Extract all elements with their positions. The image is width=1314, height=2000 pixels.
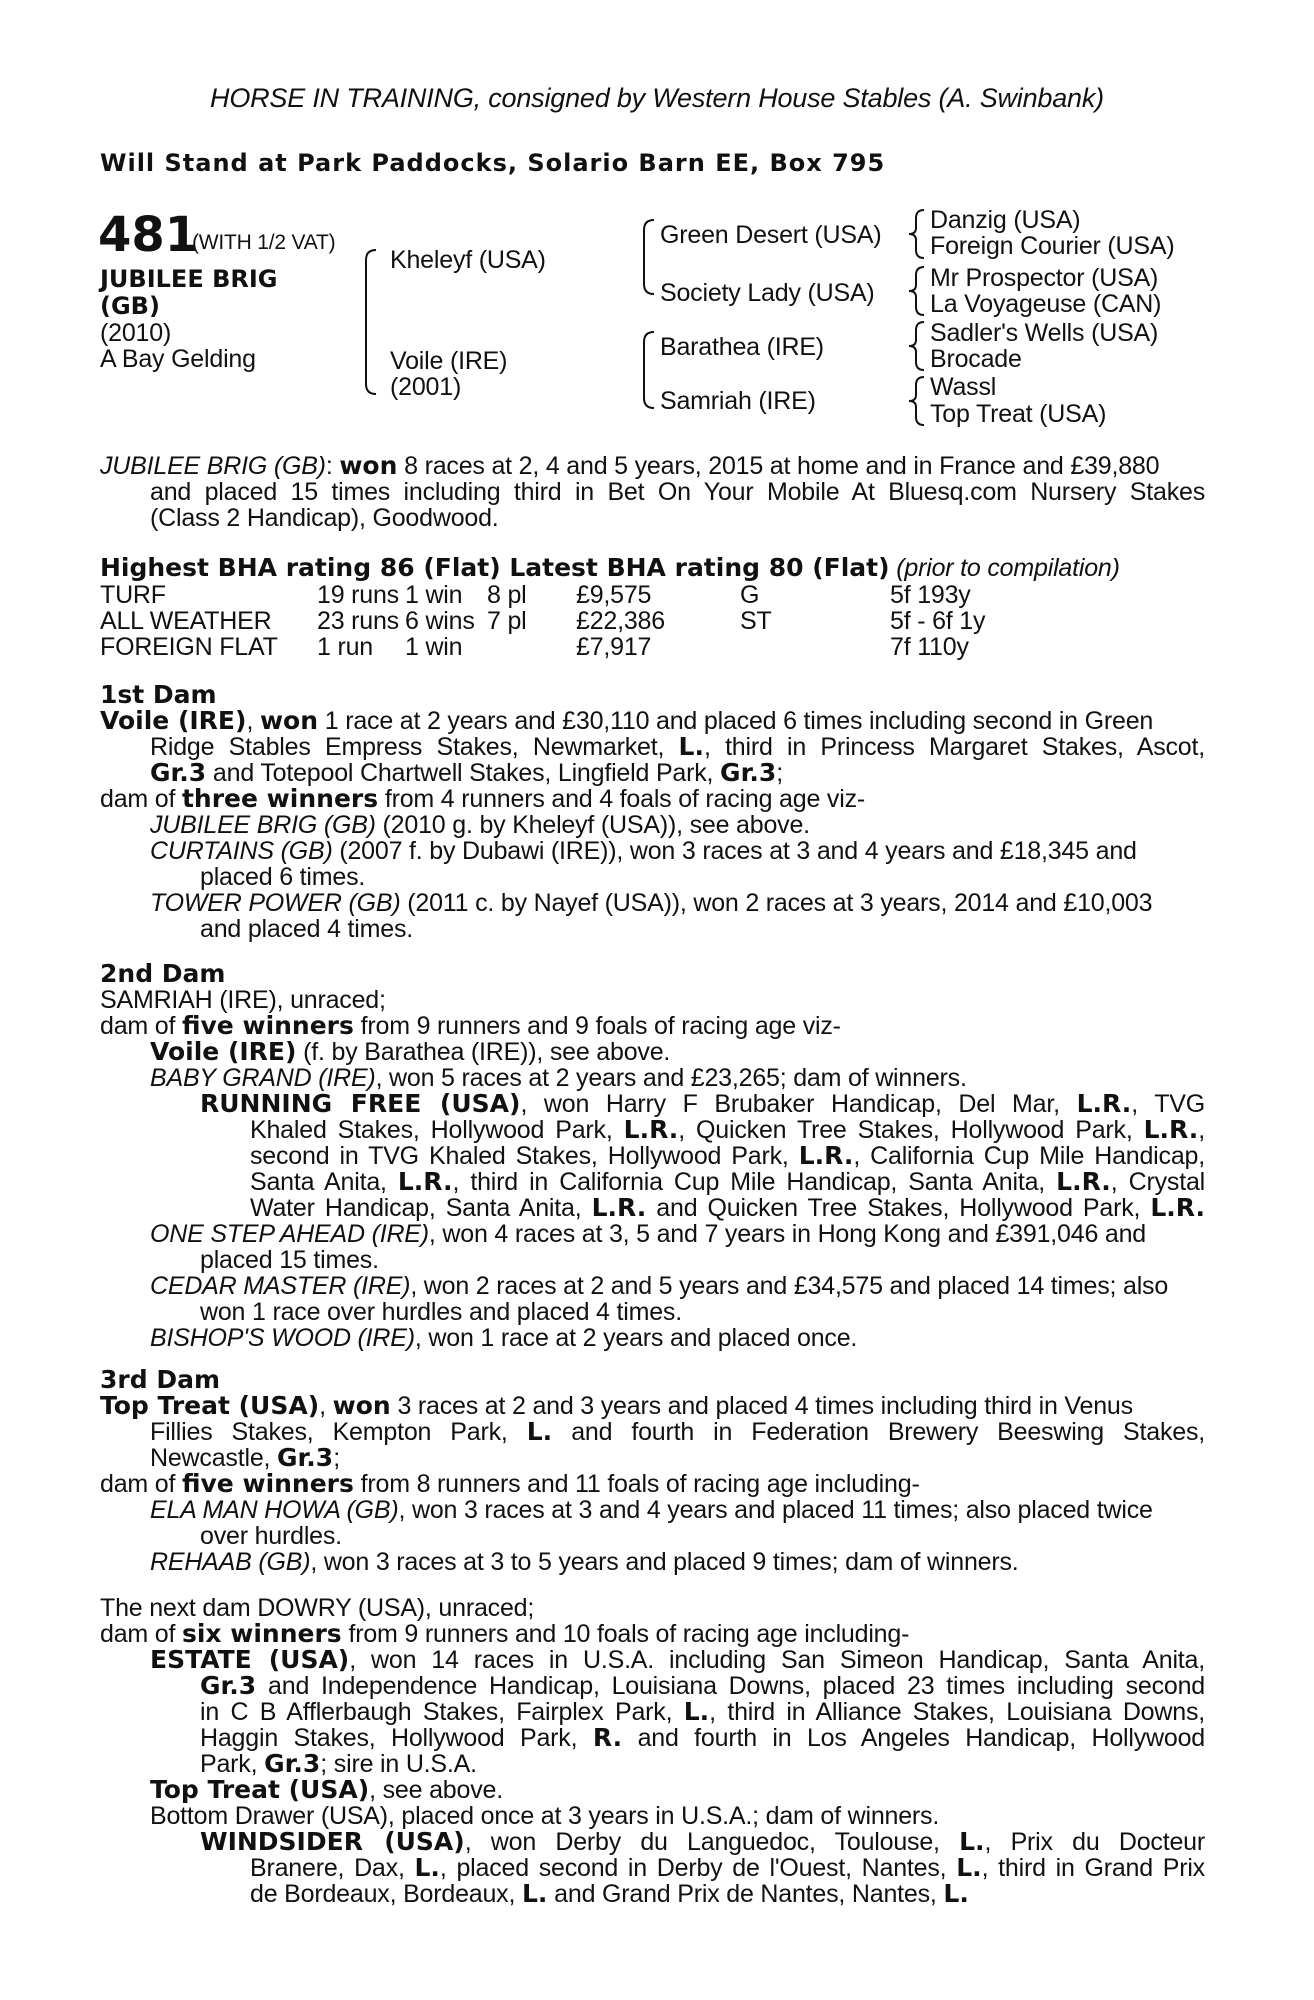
progeny-detail: , Quicken Tree Stakes, Hollywood Park, (678, 1116, 1144, 1144)
stat-wins: 1 win (405, 633, 463, 661)
dam-of-label: dam of (100, 1470, 182, 1498)
dam3-line2b: and fourth in Federation Brewery Beeswing Stakes, (552, 1418, 1205, 1446)
semicolon: ; (333, 1444, 340, 1472)
winners-count: five winners (181, 1011, 354, 1040)
progeny-detail-cont: placed 15 times. (200, 1246, 379, 1274)
stat-money: £7,917 (576, 633, 652, 661)
summary-horse-name: JUBILEE BRIG (GB) (100, 452, 326, 480)
horse-description: A Bay Gelding (100, 345, 256, 373)
sire-dam-bracket (362, 248, 378, 396)
listed-mark: L. (526, 1417, 553, 1446)
race-record-table (100, 582, 1000, 660)
progeny-name: CEDAR MASTER (IRE) (150, 1272, 411, 1300)
rating-note: (prior to compilation) (896, 554, 1120, 582)
stat-distance: 7f 110y (890, 633, 969, 661)
listed-mark: L. (521, 1879, 548, 1908)
listed-mark: L. (959, 1827, 985, 1856)
stat-distance: 5f 193y (890, 581, 971, 609)
progeny-detail: , third in Alliance Stakes, Louisiana Downs, (709, 1698, 1205, 1726)
pedigree-dam-dam: Samriah (IRE) (660, 387, 816, 415)
progeny-detail: , won 4 races at 3, 5 and 7 years in Hong Kong and £391,046 and (428, 1220, 1147, 1248)
pedigree-g6: Brocade (930, 345, 1022, 373)
group-mark: Gr.3 (277, 1443, 334, 1472)
progeny-detail: , won 1 race at 2 years and placed once. (414, 1324, 858, 1352)
progeny-detail: in C B Afflerbaugh Stakes, Fairplex Park, (200, 1698, 684, 1726)
table-row (100, 608, 1000, 634)
stat-cat: ALL WEATHER (100, 607, 272, 635)
pedigree-g3: Mr Prospector (USA) (930, 264, 1159, 292)
second-dam-section (100, 961, 1205, 1351)
listed-mark: L. (414, 1853, 440, 1882)
progeny-detail: (f. by Barathea (IRE)), see above. (296, 1038, 671, 1066)
dam-of-rest: from 9 runners and 10 foals of racing age including- (341, 1620, 910, 1648)
vat-note: (WITH 1/2 VAT) (192, 231, 336, 254)
listed-mark: L.R. (1150, 1193, 1205, 1222)
progeny-detail-cont: won 1 race over hurdles and placed 4 times. (200, 1298, 682, 1326)
listed-mark: L. (943, 1879, 969, 1908)
progeny-detail: , TVG (1131, 1090, 1205, 1118)
summary-line3: (Class 2 Handicap), Goodwood. (150, 504, 499, 532)
stat-money: £9,575 (576, 581, 652, 609)
semicolon: ; (776, 759, 783, 787)
dam1-line3: and Totepool Chartwell Stakes, Lingfield Park, (206, 759, 721, 787)
bracket-green-desert (906, 208, 926, 260)
stat-going: G (740, 581, 760, 609)
summary-line1: 8 races at 2, 4 and 5 years, 2015 at home and in France and £39,880 (397, 452, 1160, 480)
bracket-barathea (906, 320, 926, 372)
dam-parents-bracket (640, 330, 656, 410)
section-heading: 3rd Dam (100, 1365, 220, 1394)
progeny-detail: Water Handicap, Santa Anita, (250, 1194, 592, 1222)
dam-name: Voile (IRE) (100, 706, 247, 735)
dam-name: Top Treat (USA) (100, 1391, 320, 1420)
progeny-detail-cont: placed 6 times. (200, 863, 366, 891)
progeny-detail: Park, (200, 1750, 265, 1778)
next-dam-section (100, 1595, 1205, 1907)
third-dam-section: 3rd Dam Top Treat (USA), won 3 races at 2 and 3 years and placed 4 times including third in Venus Fillies Stakes, Kempton Park, L. and fourth in Federation Brewery Beeswing Stakes, Newcastle, Gr.3; dam of five winners from 8 runners and 11 foals of racing age including- ELA MAN HOWA (GB), won 3 races at 3 and 4 years and placed 11 times; also placed twice over hurdles. REHAAB (GB), won 3 races at 3 to 5 years and placed 9 times; dam of winners. (100, 1365, 1205, 1576)
dam-of-rest: from 4 runners and 4 foals of racing age viz- (378, 785, 865, 813)
group-mark: Gr.3 (150, 758, 207, 787)
progeny-name: WINDSIDER (USA) (200, 1827, 465, 1856)
stand-location: Will Stand at Park Paddocks, Solario Barn EE, Box 795 (100, 149, 886, 177)
page-title: HORSE IN TRAINING, consigned by Western House Stables (A. Swinbank) (210, 83, 1104, 113)
bracket-society-lady (906, 265, 926, 317)
progeny-detail: Branere, Dax, (250, 1854, 415, 1882)
progeny-detail: , third in California Cup Mile Handicap, Santa Anita, (452, 1168, 1057, 1196)
stat-money: £22,386 (576, 607, 665, 635)
progeny-detail: and fourth in Los Angeles Handicap, Hollywood (622, 1724, 1205, 1752)
table-row (100, 582, 1000, 608)
progeny-detail: , won Harry F Brubaker Handicap, Del Mar, (520, 1090, 1077, 1118)
lot-number: 481 (98, 207, 199, 263)
stat-cat: FOREIGN FLAT (100, 633, 278, 661)
winners-count: five winners (181, 1469, 354, 1498)
progeny-detail: , California Cup Mile Handicap, (853, 1142, 1205, 1170)
dam-of-label: dam of (100, 1012, 182, 1040)
stat-going: ST (740, 607, 772, 635)
progeny-name: Top Treat (USA) (150, 1775, 370, 1804)
listed-mark: L. (956, 1853, 982, 1882)
progeny-name: Voile (IRE) (150, 1037, 297, 1066)
progeny-detail: , third in Grand Prix (981, 1854, 1205, 1882)
dam1-line2a: Ridge Stables Empress Stakes, Newmarket, (150, 733, 679, 761)
dam3-line1: 3 races at 2 and 3 years and placed 4 times including third in Venus (390, 1392, 1133, 1420)
progeny-detail: ; sire in U.S.A. (320, 1750, 477, 1778)
progeny-detail: (2010 g. by Kheleyf (USA)), see above. (375, 811, 810, 839)
stat-runs: 23 runs (317, 607, 399, 635)
progeny-detail: , won 3 races at 3 and 4 years and placed 11 times; also placed twice (398, 1496, 1153, 1524)
stat-wins: 1 win (405, 581, 463, 609)
section-heading: 2nd Dam (100, 959, 226, 988)
group-mark: Gr.3 (264, 1749, 321, 1778)
pedigree-g1: Danzig (USA) (930, 206, 1081, 234)
rating-line (100, 555, 1120, 581)
stat-placed: 7 pl (487, 607, 527, 635)
progeny-name: ONE STEP AHEAD (IRE) (150, 1220, 429, 1248)
winners-count: six winners (181, 1619, 342, 1648)
dam3-line2a: Fillies Stakes, Kempton Park, (150, 1418, 527, 1446)
dam-of-rest: from 8 runners and 11 foals of racing age including- (353, 1470, 920, 1498)
progeny-detail: , (1198, 1116, 1205, 1144)
pedigree-g5: Sadler's Wells (USA) (930, 319, 1159, 347)
progeny-detail: , won 3 races at 3 to 5 years and placed 9 times; dam of winners. (310, 1548, 1019, 1576)
progeny-detail: Santa Anita, (250, 1168, 398, 1196)
first-dam-section: 1st Dam Voile (IRE), won 1 race at 2 years and £30,110 and placed 6 times including second in Green Ridge Stables Empress Stakes, Newmarket, L., third in Princess Margaret Stakes, Ascot, Gr.3 and Totepool Chartwell Stakes, Lingfield Park, Gr.3; dam of three winners from 4 runners and 4 foals of racing age viz- JUBILEE BRIG (GB) (2010 g. by Kheleyf (USA)), see above. CURTAINS (GB) (2007 f. by Dubawi (IRE)), won 3 races at 3 and 4 years and £18,345 and placed 6 times. TOWER POWER (GB) (2011 c. by Nayef (USA)), won 2 races at 3 years, 2014 and £10,003 and placed 4 times. (100, 680, 1205, 943)
progeny-name: JUBILEE BRIG (GB) (150, 811, 376, 839)
progeny-name: RUNNING FREE (USA) (200, 1089, 521, 1118)
dam-of-rest: from 9 runners and 9 foals of racing age viz- (353, 1012, 841, 1040)
progeny-detail: , Prix du Docteur (984, 1828, 1205, 1856)
listed-mark: L.R. (397, 1167, 453, 1196)
summary-line2: and placed 15 times including third in Bet On Your Mobile At Bluesq.com Nursery Stakes (150, 478, 1205, 506)
dam3-line3: Newcastle, (150, 1444, 278, 1472)
stat-placed: 8 pl (487, 581, 527, 609)
progeny-detail-cont: and placed 4 times. (200, 915, 413, 943)
progeny-detail: , won Derby du Languedoc, Toulouse, (464, 1828, 960, 1856)
progeny-detail: , won 5 races at 2 years and £23,265; dam of winners. (375, 1064, 967, 1092)
listed-mark: L.R. (1076, 1089, 1132, 1118)
group-mark: Gr.3 (200, 1671, 257, 1700)
dam2-line1: SAMRIAH (IRE), unraced; (100, 986, 386, 1014)
bracket-samriah (906, 375, 926, 427)
progeny-detail: second in TVG Khaled Stakes, Hollywood Park, (250, 1142, 799, 1170)
pedigree-dam-sire: Barathea (IRE) (660, 333, 824, 361)
progeny-detail-cont: over hurdles. (200, 1522, 342, 1550)
race-summary (100, 453, 1205, 531)
progeny-detail: Khaled Stakes, Hollywood Park, (250, 1116, 624, 1144)
stat-distance: 5f - 6f 1y (890, 607, 986, 635)
progeny-name: ESTATE (USA) (150, 1645, 350, 1674)
winners-count: three winners (181, 784, 379, 813)
pedigree-dam: Voile (IRE) (390, 347, 508, 375)
progeny-name: ELA MAN HOWA (GB) (150, 1496, 399, 1524)
next-dam-line1: The next dam DOWRY (USA), unraced; (100, 1594, 535, 1622)
listed-mark: L.R. (798, 1141, 854, 1170)
pedigree-sire-dam: Society Lady (USA) (660, 279, 875, 307)
restricted-mark: R. (592, 1723, 623, 1752)
progeny-detail: and Grand Prix de Nantes, Nantes, (547, 1880, 944, 1908)
pedigree-g4: La Voyageuse (CAN) (930, 290, 1162, 318)
dam-of-label: dam of (100, 1620, 182, 1648)
table-row (100, 634, 1000, 660)
dam1-line2b: , third in Princess Margaret Stakes, Ascot, (703, 733, 1205, 761)
pedigree-g8: Top Treat (USA) (930, 400, 1107, 428)
progeny-name: TOWER POWER (GB) (150, 889, 401, 917)
stat-wins: 6 wins (405, 607, 475, 635)
progeny-detail: (2007 f. by Dubawi (IRE)), won 3 races at 3 and 4 years and £18,345 and (332, 837, 1137, 865)
pedigree-sire: Kheleyf (USA) (390, 246, 546, 274)
listed-mark: L.R. (591, 1193, 647, 1222)
progeny-detail: , placed second in Derby de l'Ouest, Nantes, (439, 1854, 957, 1882)
progeny-line: Bottom Drawer (USA), placed once at 3 years in U.S.A.; dam of winners. (150, 1802, 940, 1830)
won-label: won (332, 1391, 391, 1420)
listed-mark: L. (683, 1697, 710, 1726)
summary-colon: : (325, 452, 333, 480)
summary-won: won (339, 451, 398, 480)
pedigree-g2: Foreign Courier (USA) (930, 232, 1175, 260)
dam1-line1: 1 race at 2 years and £30,110 and placed 6 times including second in Green (318, 707, 1154, 735)
progeny-detail: de Bordeaux, Bordeaux, (250, 1880, 522, 1908)
horse-name: JUBILEE BRIG (100, 265, 278, 293)
progeny-detail: , won 14 races in U.S.A. including San Simeon Handicap, Santa Anita, (349, 1646, 1205, 1674)
progeny-detail: , won 2 races at 2 and 5 years and £34,575 and placed 14 times; also (410, 1272, 1169, 1300)
dam-of-label: dam of (100, 785, 182, 813)
sire-parents-bracket (640, 218, 656, 296)
rating-values: Highest BHA rating 86 (Flat) Latest BHA rating 80 (Flat) (100, 553, 890, 582)
progeny-name: BABY GRAND (IRE) (150, 1064, 376, 1092)
progeny-detail: and Quicken Tree Stakes, Hollywood Park, (646, 1194, 1151, 1222)
progeny-detail: and Independence Handicap, Louisiana Downs, placed 23 times including second (256, 1672, 1205, 1700)
group-mark: Gr.3 (720, 758, 777, 787)
progeny-name: CURTAINS (GB) (150, 837, 333, 865)
stat-runs: 1 run (317, 633, 373, 661)
listed-mark: L.R. (623, 1115, 679, 1144)
section-heading: 1st Dam (100, 680, 217, 709)
stat-cat: TURF (100, 581, 166, 609)
progeny-detail: , Crystal (1110, 1168, 1206, 1196)
listed-mark: L.R. (1143, 1115, 1199, 1144)
won-label: won (259, 706, 319, 735)
progeny-name: BISHOP'S WOOD (IRE) (150, 1324, 415, 1352)
stat-runs: 19 runs (317, 581, 399, 609)
progeny-detail: , see above. (369, 1776, 503, 1804)
progeny-name: REHAAB (GB) (150, 1548, 311, 1576)
pedigree-sire-sire: Green Desert (USA) (660, 221, 882, 249)
pedigree-dam-year: (2001) (390, 373, 462, 401)
horse-country: (GB) (100, 292, 160, 320)
horse-year: (2010) (100, 319, 172, 347)
pedigree-g7: Wassl (930, 373, 997, 401)
listed-mark: L. (678, 732, 704, 761)
progeny-detail: Haggin Stakes, Hollywood Park, (200, 1724, 593, 1752)
listed-mark: L.R. (1056, 1167, 1111, 1196)
progeny-detail: (2011 c. by Nayef (USA)), won 2 races at 3 years, 2014 and £10,003 (400, 889, 1153, 917)
